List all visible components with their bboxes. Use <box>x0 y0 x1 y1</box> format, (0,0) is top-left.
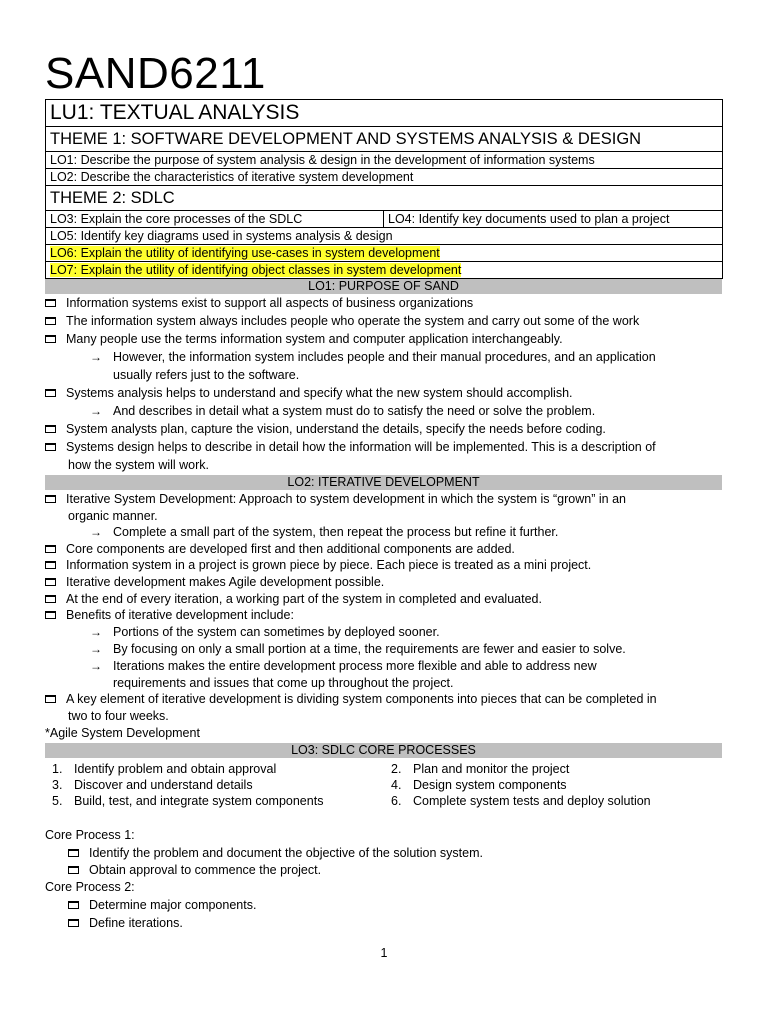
document-title: SAND6211 <box>45 49 266 98</box>
core-process-2-title: Core Process 2: <box>45 880 135 894</box>
list-item-continuation: two to four weeks. <box>68 709 169 723</box>
learning-outcomes-table <box>45 99 723 279</box>
list-item: System analysts plan, capture the vision, understand the details, specify the needs before coding. <box>45 421 606 438</box>
folder-bullet-icon <box>68 866 79 874</box>
folder-bullet-icon <box>45 695 56 703</box>
folder-bullet-icon <box>68 849 79 857</box>
lo3-outcome: LO3: Explain the core processes of the SDLC <box>46 211 384 228</box>
list-item-continuation: organic manner. <box>68 509 158 523</box>
list-item: Iterative development makes Agile development possible. <box>45 574 384 591</box>
list-item: The information system always includes people who operate the system and carry out some of the work <box>45 313 639 330</box>
folder-bullet-icon <box>45 425 56 433</box>
list-item: Determine major components. <box>68 897 256 914</box>
sub-list-item: → And describes in detail what a system must do to satisfy the need or solve the problem. <box>90 404 596 418</box>
lo1-outcome: LO1: Describe the purpose of system analysis & design in the development of information systems <box>46 152 723 169</box>
core-process-1-title: Core Process 1: <box>45 828 135 842</box>
lo5-outcome: LO5: Identify key diagrams used in systems analysis & design <box>46 228 723 245</box>
arrow-bullet-icon: → <box>90 659 102 673</box>
arrow-bullet-icon: → <box>90 642 102 656</box>
list-item: Information system in a project is grown piece by piece. Each piece is treated as a mini project. <box>45 557 591 574</box>
list-item: Define iterations. <box>68 915 183 932</box>
list-item: A key element of iterative development is dividing system components into pieces that can be completed in <box>45 691 657 708</box>
numbered-item: 4. Design system components <box>391 778 567 792</box>
numbered-item: 6. Complete system tests and deploy solution <box>391 794 651 808</box>
section-header-lo1: LO1: PURPOSE OF SAND <box>45 279 722 294</box>
folder-bullet-icon <box>45 335 56 343</box>
folder-bullet-icon <box>68 919 79 927</box>
folder-bullet-icon <box>45 443 56 451</box>
list-item: Systems design helps to describe in detail how the information will be implemented. This is a description of <box>45 439 656 456</box>
lo6-outcome <box>46 245 723 262</box>
folder-bullet-icon <box>45 578 56 586</box>
arrow-bullet-icon: → <box>90 350 102 364</box>
theme-2-title: THEME 2: SDLC <box>46 186 723 211</box>
lo7-outcome <box>46 262 723 279</box>
folder-bullet-icon <box>45 595 56 603</box>
sub-list-item: → Portions of the system can sometimes by deployed sooner. <box>90 625 440 639</box>
sub-list-item: → However, the information system includes people and their manual procedures, and an application <box>90 350 656 364</box>
list-item: Core components are developed first and then additional components are added. <box>45 541 515 558</box>
folder-bullet-icon <box>45 389 56 397</box>
list-item: Benefits of iterative development include: <box>45 607 294 624</box>
list-item: Iterative System Development: Approach to system development in which the system is “grown” in an <box>45 491 626 508</box>
lo6-highlight: LO6: Explain the utility of identifying use-cases in system development <box>50 246 440 260</box>
lo2-outcome: LO2: Describe the characteristics of iterative system development <box>46 169 723 186</box>
arrow-bullet-icon: → <box>90 525 102 539</box>
agile-note: *Agile System Development <box>45 726 200 740</box>
numbered-item: 2. Plan and monitor the project <box>391 762 570 776</box>
lo4-outcome: LO4: Identify key documents used to plan a project <box>384 211 723 228</box>
learning-unit-title: LU1: TEXTUAL ANALYSIS <box>46 100 723 127</box>
list-item: At the end of every iteration, a working part of the system in completed and evaluated. <box>45 591 542 608</box>
numbered-item: 5. Build, test, and integrate system components <box>52 794 324 808</box>
folder-bullet-icon <box>45 317 56 325</box>
sub-list-item: → Complete a small part of the system, then repeat the process but refine it further. <box>90 525 559 539</box>
list-item: Obtain approval to commence the project. <box>68 862 321 879</box>
folder-bullet-icon <box>45 299 56 307</box>
arrow-bullet-icon: → <box>90 625 102 639</box>
theme-1-title: THEME 1: SOFTWARE DEVELOPMENT AND SYSTEMS ANALYSIS & DESIGN <box>46 127 723 152</box>
list-item: Identify the problem and document the objective of the solution system. <box>68 845 483 862</box>
numbered-item: 1. Identify problem and obtain approval <box>52 762 277 776</box>
folder-bullet-icon <box>45 561 56 569</box>
section-header-lo2: LO2: ITERATIVE DEVELOPMENT <box>45 475 722 490</box>
folder-bullet-icon <box>45 611 56 619</box>
arrow-bullet-icon: → <box>90 404 102 418</box>
list-item: Many people use the terms information system and computer application interchangeably. <box>45 331 563 348</box>
lo7-highlight: LO7: Explain the utility of identifying object classes in system development <box>50 263 462 277</box>
sub-list-item: → By focusing on only a small portion at a time, the requirements are fewer and easier to solve. <box>90 642 626 656</box>
sub-list-item-continuation: usually refers just to the software. <box>113 368 300 382</box>
section-header-lo3: LO3: SDLC CORE PROCESSES <box>45 743 722 758</box>
folder-bullet-icon <box>45 495 56 503</box>
sub-list-item: → Iterations makes the entire development process more flexible and able to address new <box>90 659 597 673</box>
list-item: Systems analysis helps to understand and specify what the new system should accomplish. <box>45 385 573 402</box>
folder-bullet-icon <box>68 901 79 909</box>
sub-list-item-continuation: requirements and issues that come up throughout the project. <box>113 676 454 690</box>
list-item: Information systems exist to support all aspects of business organizations <box>45 295 473 312</box>
folder-bullet-icon <box>45 545 56 553</box>
list-item-continuation: how the system will work. <box>68 458 210 472</box>
page-number: 1 <box>380 946 388 960</box>
numbered-item: 3. Discover and understand details <box>52 778 253 792</box>
